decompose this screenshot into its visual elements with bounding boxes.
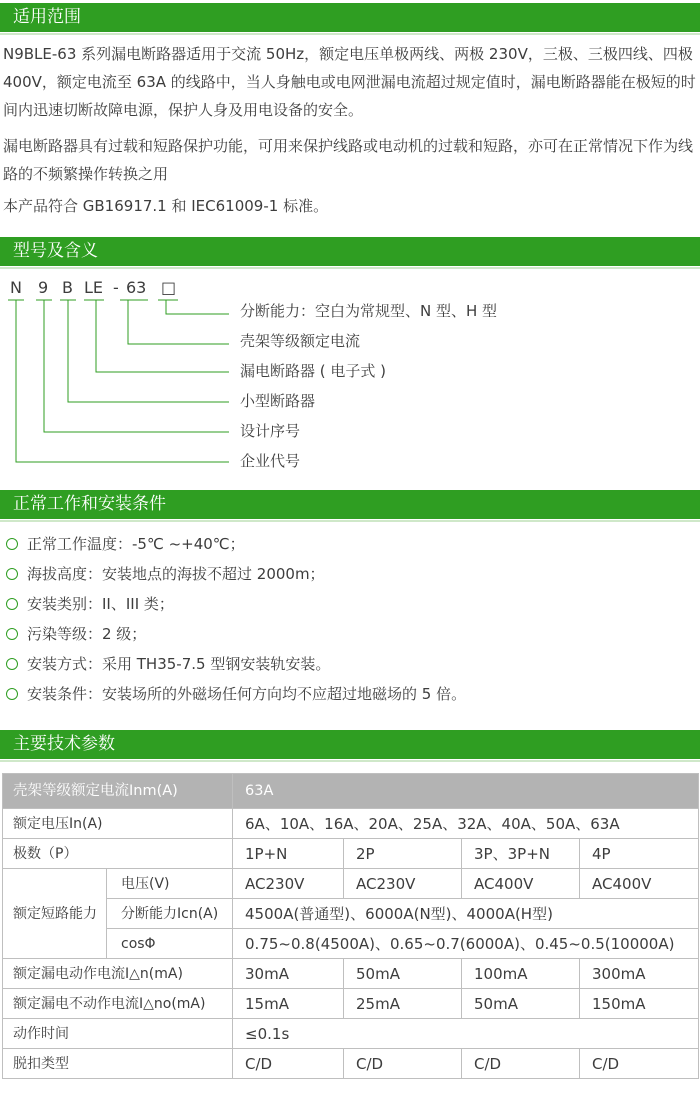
section-underline — [0, 520, 700, 522]
rated-current-value: 6A、10A、16A、20A、25A、32A、40A、50A、63A — [233, 809, 699, 839]
leak-nonoperate-cell: 50mA — [462, 989, 580, 1019]
breaking-capacity-value: 4500A(普通型)、6000A(N型)、4000A(H型) — [233, 899, 699, 929]
rated-current-label: 额定电压In(A) — [3, 809, 233, 839]
table-row — [3, 809, 699, 839]
leak-operate-cell: 300mA — [580, 959, 699, 989]
spec-table — [2, 773, 699, 1079]
section-title-params: 主要技术参数 — [13, 734, 115, 754]
table-row — [3, 1049, 699, 1079]
leak-operate-cell: 50mA — [344, 959, 462, 989]
condition-item-pollution — [6, 623, 146, 645]
legend-company-code: 企业代号 — [240, 452, 301, 470]
circle-bullet-icon — [6, 688, 18, 700]
scope-paragraph-1: N9BLE-63 系列漏电断路器适用于交流 50Hz，额定电压单极两线、两极 230V，三极、三极四线、四极 400V，额定电流至 63A 的线路中，当人身触电或电网泄漏电流超过规定值时，漏电断路器能在极短的时间内迅速切断故障电源，保护人身及用电设备的安全。 — [3, 45, 696, 119]
section-underline — [0, 760, 700, 762]
leak-nonoperate-cell: 25mA — [344, 989, 462, 1019]
trip-type-label: 脱扣类型 — [3, 1049, 233, 1079]
condition-text: 海拔高度：安装地点的海拔不超过 2000m； — [27, 565, 325, 583]
trip-type-cell: C/D — [580, 1049, 699, 1079]
condition-text: 安装类别：II、III 类； — [27, 595, 174, 613]
leak-nonoperate-cell: 15mA — [233, 989, 344, 1019]
leak-nonoperate-cell: 150mA — [580, 989, 699, 1019]
model-code-dash: - — [113, 278, 119, 297]
condition-item-magnetic-field — [6, 683, 466, 705]
section-title-scope: 适用范围 — [13, 7, 81, 27]
legend-frame-current: 壳架等级额定电流 — [240, 332, 361, 350]
table-row — [3, 929, 699, 959]
table-row — [3, 774, 699, 809]
section-title-model: 型号及含义 — [13, 241, 98, 261]
leak-nonoperate-label: 额定漏电不动作电流I△no(mA) — [3, 989, 233, 1019]
model-code-9: 9 — [38, 278, 49, 297]
cos-phi-value: 0.75~0.8(4500A)、0.65~0.7(6000A)、0.45~0.5(10000A) — [233, 929, 699, 959]
frame-current-value: 63A — [233, 774, 699, 809]
scope-paragraph-2: 漏电断路器具有过载和短路保护功能，可用来保护线路或电动机的过载和短路，亦可在正常情况下作为线路的不频繁操作转换之用 — [3, 137, 694, 183]
circle-bullet-icon — [6, 568, 18, 580]
table-row — [3, 989, 699, 1019]
condition-item-temperature — [6, 533, 245, 555]
operating-time-value: ≤0.1s — [233, 1019, 699, 1049]
model-code-box: □ — [161, 278, 177, 297]
condition-item-mounting — [6, 653, 330, 675]
leak-operate-cell: 30mA — [233, 959, 344, 989]
condition-text: 正常工作温度：-5℃ ~+40℃； — [27, 535, 245, 553]
circle-bullet-icon — [6, 658, 18, 670]
condition-item-altitude — [6, 563, 325, 585]
poles-cell: 4P — [580, 839, 699, 869]
circle-bullet-icon — [6, 538, 18, 550]
voltage-cell: AC230V — [233, 869, 344, 899]
circle-bullet-icon — [6, 598, 18, 610]
table-row — [3, 869, 699, 899]
trip-type-cell: C/D — [344, 1049, 462, 1079]
section-header-conditions — [0, 490, 700, 522]
legend-mcb: 小型断路器 — [240, 392, 316, 410]
voltage-label: 电压(V) — [107, 869, 233, 899]
poles-label: 极数（P） — [3, 839, 233, 869]
voltage-cell: AC400V — [462, 869, 580, 899]
short-circuit-group-label: 额定短路能力 — [3, 869, 107, 959]
operating-time-label: 动作时间 — [3, 1019, 233, 1049]
scope-paragraph-3: 本产品符合 GB16917.1 和 IEC61009-1 标准。 — [3, 197, 329, 215]
section-title-conditions: 正常工作和安装条件 — [13, 494, 166, 514]
model-code-b: B — [62, 278, 73, 297]
legend-breaking-capacity: 分断能力：空白为常规型、N 型、H 型 — [240, 302, 498, 320]
trip-type-cell: C/D — [462, 1049, 580, 1079]
condition-item-install-category — [6, 593, 174, 615]
circle-bullet-icon — [6, 628, 18, 640]
breaking-capacity-label: 分断能力Icn(A) — [107, 899, 233, 929]
leak-operate-cell: 100mA — [462, 959, 580, 989]
trip-type-cell: C/D — [233, 1049, 344, 1079]
table-row — [3, 839, 699, 869]
voltage-cell: AC400V — [580, 869, 699, 899]
condition-text: 污染等级：2 级； — [27, 625, 147, 643]
condition-text: 安装条件：安装场所的外磁场任何方向均不应超过地磁场的 5 倍。 — [27, 685, 467, 703]
table-row — [3, 959, 699, 989]
model-code-le: LE — [84, 278, 104, 297]
poles-cell: 2P — [344, 839, 462, 869]
model-code-63: 63 — [126, 278, 147, 297]
section-header-params — [0, 730, 700, 762]
poles-cell: 1P+N — [233, 839, 344, 869]
table-row — [3, 899, 699, 929]
cos-phi-label: cosΦ — [107, 929, 233, 959]
table-row — [3, 1019, 699, 1049]
leak-operate-label: 额定漏电动作电流I△n(mA) — [3, 959, 233, 989]
voltage-cell: AC230V — [344, 869, 462, 899]
frame-current-label: 壳架等级额定电流Inm(A) — [3, 774, 233, 809]
legend-rcbo-electronic: 漏电断路器 ( 电子式 ) — [240, 362, 387, 380]
condition-text: 安装方式：采用 TH35-7.5 型钢安装轨安装。 — [27, 655, 331, 673]
legend-design-serial: 设计序号 — [240, 422, 301, 440]
poles-cell: 3P、3P+N — [462, 839, 580, 869]
model-code-n: N — [10, 278, 22, 297]
